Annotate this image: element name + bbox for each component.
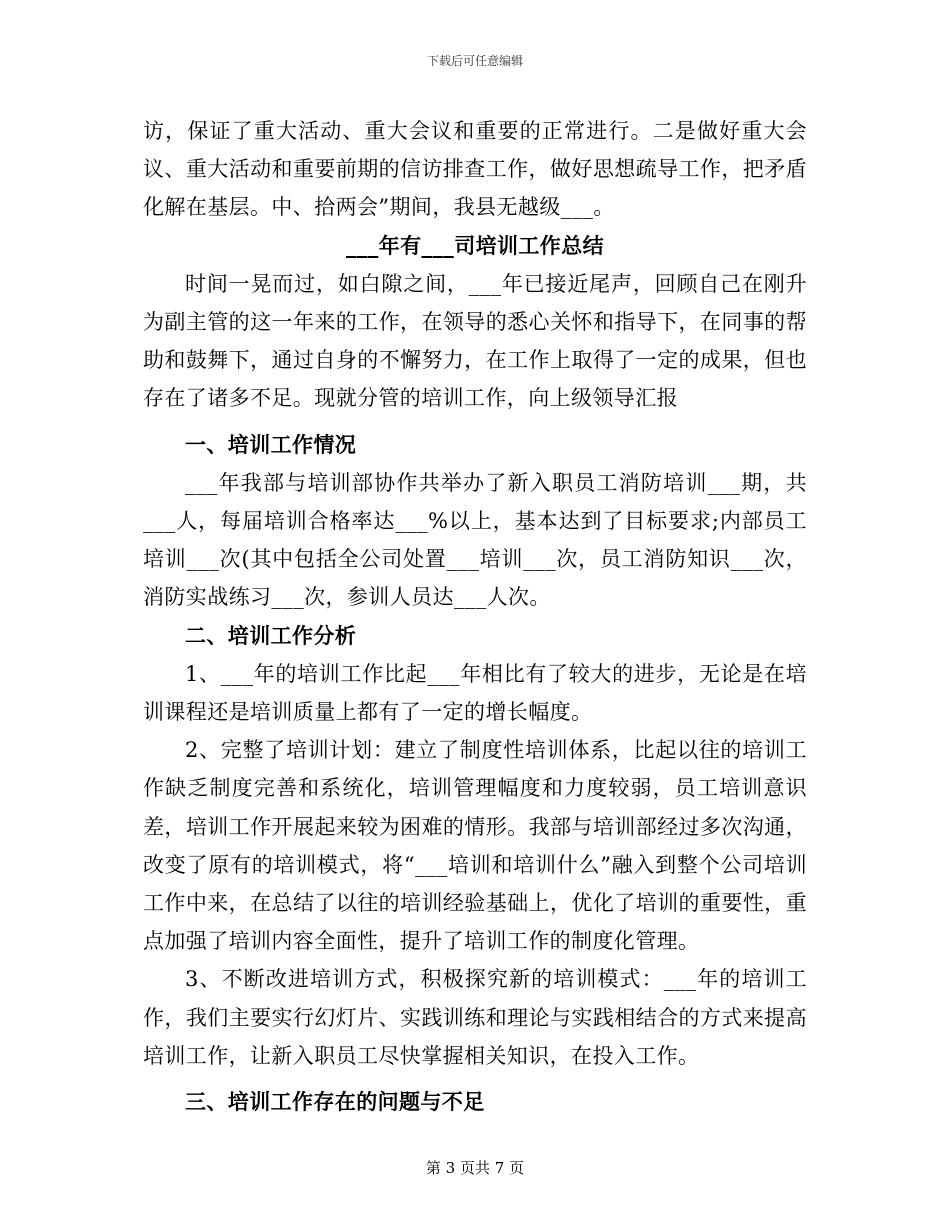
page-number: 第 3 页共 7 页 [425, 1159, 525, 1177]
analysis-item-2: 2、完整了培训计划：建立了制度性培训体系，比起以往的培训工作缺乏制度完善和系统化，培训管理幅度和力度较弱，员工培训意识差，培训工作开展起来较为困难的情形。我部与培训部经过多次沟通，改变了原有的培训模式，将“___培训和培训什么”融入到整个公司培训工作中来，在总结了以往的培训经验基础上，优化了培训的重要性，重点加强了培训内容全面性，提升了培训工作的制度化管理。 [143, 738, 807, 954]
document-title: ___年有___司培训工作总结 [346, 232, 604, 258]
analysis-item-1: 1、___年的培训工作比起___年相比有了较大的进步，无论是在培训课程还是培训质量上都有了一定的增长幅度。 [143, 661, 807, 725]
section-heading-1: 一、培训工作情况 [185, 431, 357, 457]
section-heading-2: 二、培训工作分析 [185, 622, 357, 648]
intro-paragraph: 时间一晃而过，如白隙之间，___年已接近尾声，回顾自己在刚升为副主管的这一年来的工作，在领导的悉心关怀和指导下，在同事的帮助和鼓舞下，通过自身的不懈努力，在工作上取得了一定的成果，但也存在了诸多不足。现就分管的培训工作，向上级领导汇报 [143, 271, 807, 411]
section-heading-3: 三、培训工作存在的问题与不足 [185, 1089, 485, 1115]
section-1-paragraph: ___年我部与培训部协作共举办了新入职员工消防培训___期，共___人，每届培训合格率达___%以上，基本达到了目标要求;内部员工培训___次(其中包括全公司处置___培训___次，员工消防知识___次，消防实战练习___次，参训人员达___人次。 [143, 470, 807, 610]
analysis-item-3: 3、不断改进培训方式，积极探究新的培训模式：___年的培训工作，我们主要实行幻灯片、实践训练和理论与实践相结合的方式来提高培训工作，让新入职员工尽快掌握相关知识，在投入工作。 [143, 967, 807, 1068]
page-header: 下载后可任意编辑 [426, 54, 523, 68]
continued-paragraph: 访，保证了重大活动、重大会议和重要的正常进行。二是做好重大会议、重大活动和重要前期的信访排查工作，做好思想疏导工作，把矛盾化解在基层。中、拾两会”期间，我县无越级___。 [143, 119, 807, 220]
document-body [143, 112, 807, 1121]
